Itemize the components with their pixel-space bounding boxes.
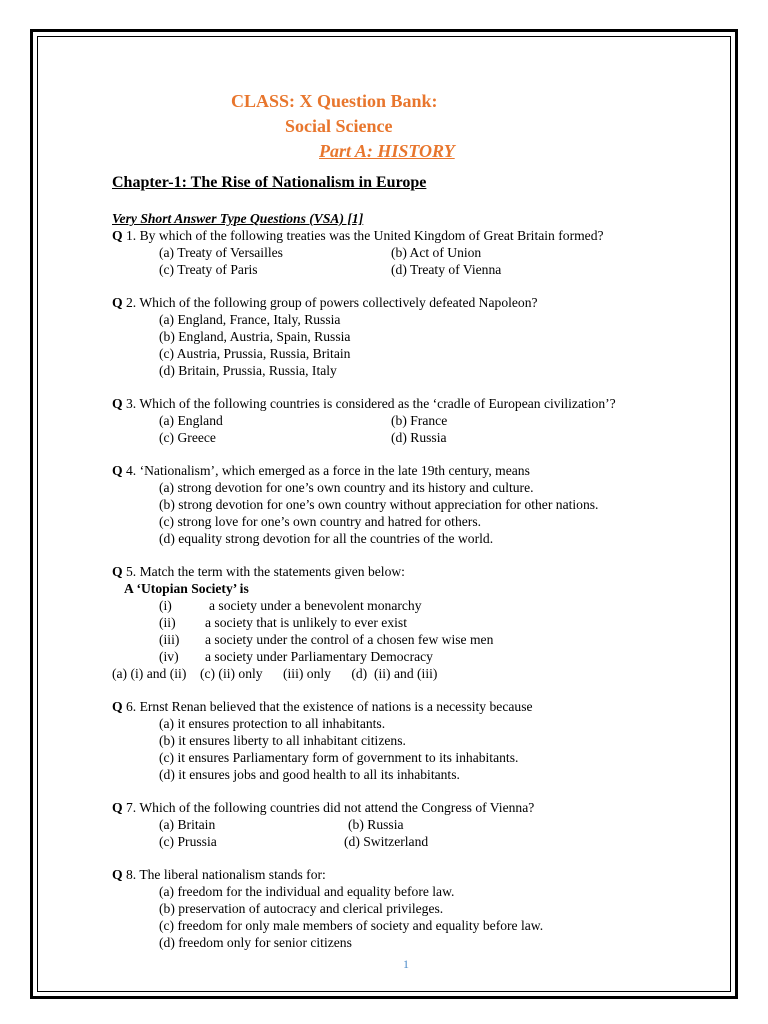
q-label: Q (112, 295, 123, 310)
q-label: Q (112, 396, 123, 411)
option: (d) freedom only for senior citizens (159, 935, 352, 950)
option: (d) Britain, Prussia, Russia, Italy (159, 363, 337, 378)
question-text: 3. Which of the following countries is considered as the ‘cradle of European civilization’? (122, 396, 616, 411)
option: (a) freedom for the individual and equality before law. (159, 884, 455, 899)
option: (d) equality strong devotion for all the countries of the world. (159, 531, 494, 546)
option: (c) Prussia (159, 834, 217, 849)
question-4 (112, 463, 530, 479)
question-1 (112, 228, 604, 244)
question-text: 8. The liberal nationalism stands for: (122, 867, 326, 882)
option: (b) Act of Union (391, 245, 482, 260)
option: (a) England, France, Italy, Russia (159, 312, 341, 327)
question-text: 2. Which of the following group of powers collectively defeated Napoleon? (122, 295, 538, 310)
utopian-subheading: A ‘Utopian Society’ is (124, 581, 249, 596)
question-text: 5. Match the term with the statements given below: (122, 564, 405, 579)
q-label: Q (112, 463, 123, 478)
section-heading: Very Short Answer Type Questions (VSA) [1] (112, 211, 364, 226)
roman-numeral: (iv) (159, 649, 179, 664)
option: (b) it ensures liberty to all inhabitant citizens. (159, 733, 406, 748)
option: (a) England (159, 413, 223, 428)
option: (b) France (391, 413, 448, 428)
question-text: 7. Which of the following countries did not attend the Congress of Vienna? (122, 800, 535, 815)
roman-numeral: (ii) (159, 615, 176, 630)
question-7 (112, 800, 534, 816)
q-label: Q (112, 800, 123, 815)
option: (b) England, Austria, Spain, Russia (159, 329, 351, 344)
roman-numeral: (i) (159, 598, 172, 613)
q-label: Q (112, 699, 123, 714)
option: (b) preservation of autocracy and clerical privileges. (159, 901, 444, 916)
option: (b) strong devotion for one’s own country without appreciation for other nations. (159, 497, 599, 512)
option: (b) Russia (348, 817, 404, 832)
q-label: Q (112, 867, 123, 882)
roman-numeral: (iii) (159, 632, 180, 647)
option: (c) Austria, Prussia, Russia, Britain (159, 346, 351, 361)
match-statement: a society under a benevolent monarchy (209, 598, 422, 613)
option: (d) Switzerland (344, 834, 429, 849)
question-8 (112, 867, 326, 883)
match-statement: a society under Parliamentary Democracy (205, 649, 433, 664)
page-number: 1 (403, 957, 409, 971)
option: (d) Treaty of Vienna (391, 262, 502, 277)
option: (d) it ensures jobs and good health to all its inhabitants. (159, 767, 460, 782)
option: (c) Greece (159, 430, 216, 445)
title-line-2: Social Science (285, 116, 393, 136)
match-answers: (a) (i) and (ii) (c) (ii) only (iii) only (d) (ii) and (iii) (112, 666, 438, 681)
option: (c) strong love for one’s own country and hatred for others. (159, 514, 482, 529)
q-label: Q (112, 228, 123, 243)
match-statement: a society under the control of a chosen few wise men (205, 632, 494, 647)
question-2 (112, 295, 538, 311)
title-line-1: CLASS: X Question Bank: (231, 91, 438, 111)
question-3 (112, 396, 616, 412)
question-text: 6. Ernst Renan believed that the existence of nations is a necessity because (122, 699, 533, 714)
question-text: 1. By which of the following treaties was the United Kingdom of Great Britain formed? (122, 228, 604, 243)
question-5 (112, 564, 405, 580)
option: (a) Britain (159, 817, 216, 832)
question-text: 4. ‘Nationalism’, which emerged as a force in the late 19th century, means (122, 463, 530, 478)
title-line-3: Part A: HISTORY (319, 141, 455, 161)
option: (a) strong devotion for one’s own country and its history and culture. (159, 480, 534, 495)
question-6 (112, 699, 533, 715)
option: (a) Treaty of Versailles (159, 245, 283, 260)
option: (c) freedom for only male members of society and equality before law. (159, 918, 544, 933)
option: (c) it ensures Parliamentary form of government to its inhabitants. (159, 750, 519, 765)
option: (a) it ensures protection to all inhabitants. (159, 716, 386, 731)
chapter-heading: Chapter-1: The Rise of Nationalism in Europe (112, 174, 427, 191)
option: (d) Russia (391, 430, 447, 445)
match-statement: a society that is unlikely to ever exist (205, 615, 407, 630)
q-label: Q (112, 564, 123, 579)
option: (c) Treaty of Paris (159, 262, 258, 277)
